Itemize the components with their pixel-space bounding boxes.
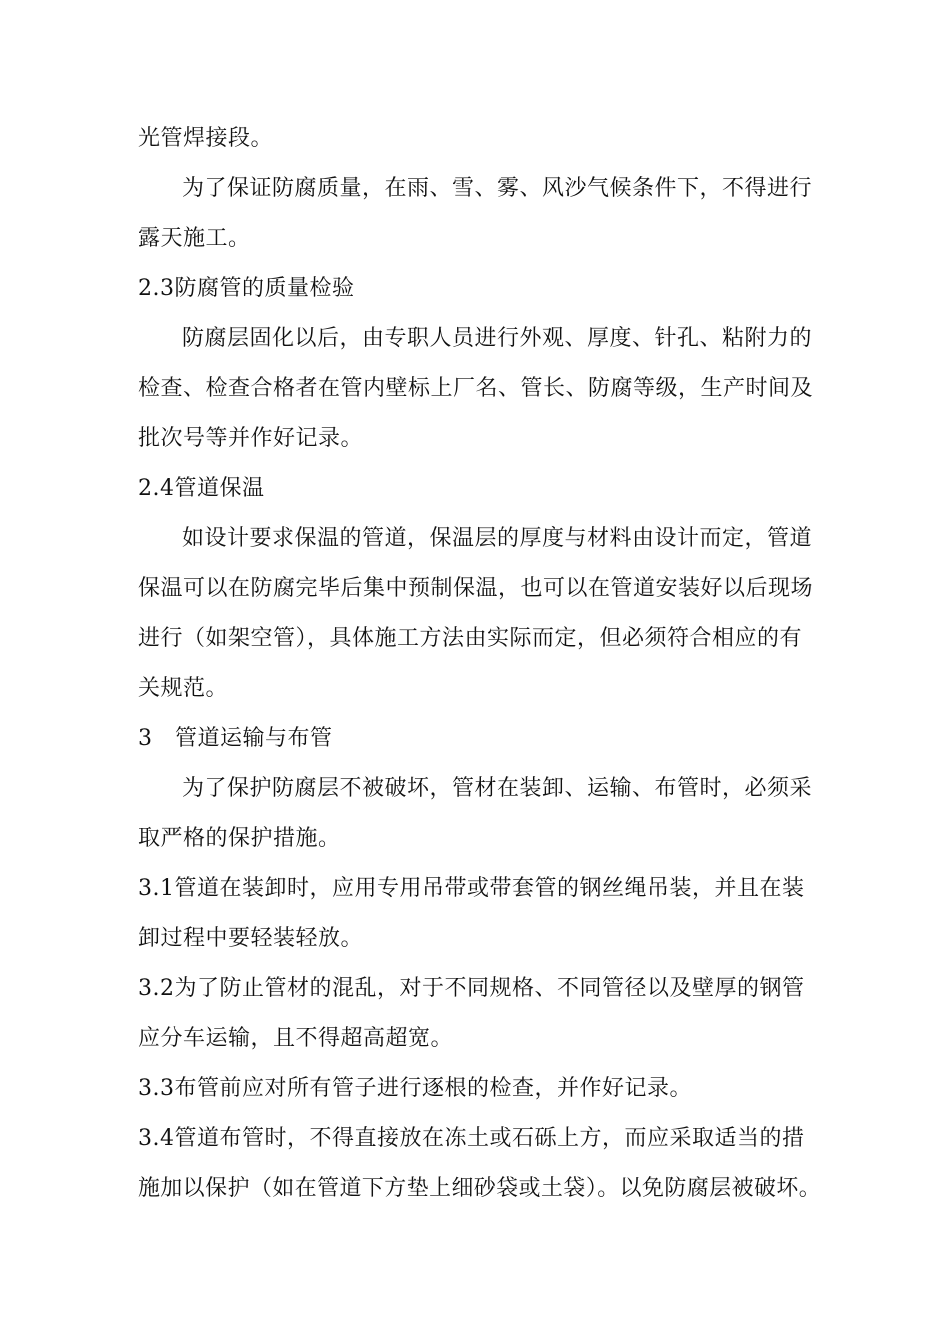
list-item-3-2: 3.2为了防止管材的混乱，对于不同规格、不同管径以及壁厚的钢管 — [138, 976, 805, 1001]
paragraph-line: 批次号等并作好记录。 — [138, 426, 364, 451]
list-item-3-4: 3.4管道布管时，不得直接放在冻土或石砾上方，而应采取适当的措 — [138, 1126, 805, 1151]
section-heading-2-4: 2.4管道保温 — [138, 476, 265, 501]
paragraph-line: 卸过程中要轻装轻放。 — [138, 926, 364, 951]
paragraph-line: 进行（如架空管），具体施工方法由实际而定，但必须符合相应的有 — [138, 626, 803, 651]
section-heading-2-3: 2.3防腐管的质量检验 — [138, 276, 355, 301]
paragraph-line: 为了保证防腐质量，在雨、雪、雾、风沙气候条件下，不得进行 — [182, 176, 813, 201]
paragraph-line: 为了保护防腐层不被破坏，管材在装卸、运输、布管时，必须采 — [182, 776, 813, 801]
paragraph-line: 保温可以在防腐完毕后集中预制保温，也可以在管道安装好以后现场 — [138, 576, 814, 601]
paragraph-line: 检查、检查合格者在管内壁标上厂名、管长、防腐等级，生产时间及 — [138, 376, 814, 401]
paragraph-line: 取严格的保护措施。 — [138, 826, 341, 851]
paragraph-line: 防腐层固化以后，由专职人员进行外观、厚度、针孔、粘附力的 — [182, 326, 813, 351]
list-item-3-1: 3.1管道在装卸时，应用专用吊带或带套管的钢丝绳吊装，并且在装 — [138, 876, 805, 901]
paragraph-line: 应分车运输，且不得超高超宽。 — [138, 1026, 454, 1051]
paragraph-line: 关规范。 — [138, 676, 229, 701]
list-item-3-3: 3.3布管前应对所有管子进行逐根的检查，并作好记录。 — [138, 1076, 692, 1101]
paragraph-line: 露天施工。 — [138, 226, 251, 251]
paragraph-line: 光管焊接段。 — [138, 126, 274, 151]
paragraph-line: 如设计要求保温的管道，保温层的厚度与材料由设计而定，管道 — [182, 526, 813, 551]
paragraph-line: 施加以保护（如在管道下方垫上细砂袋或土袋）。以免防腐层被破坏。 — [138, 1176, 822, 1201]
section-heading-3: 3 管道运输与布管 — [138, 726, 333, 751]
